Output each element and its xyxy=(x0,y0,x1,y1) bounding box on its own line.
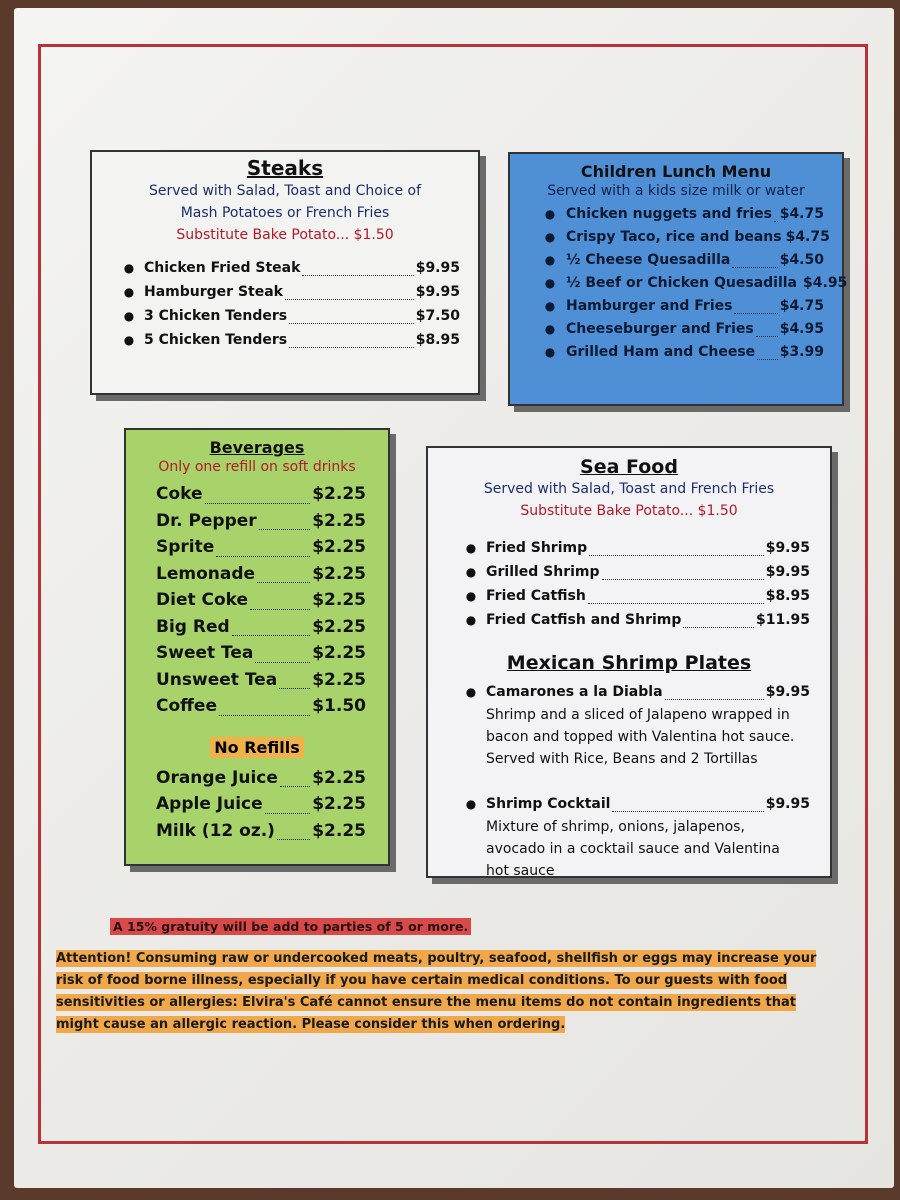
item-price: $2.25 xyxy=(312,669,366,690)
item-price: $2.25 xyxy=(312,563,366,584)
item-price: $4.95 xyxy=(803,275,848,291)
bullet-icon: ● xyxy=(544,322,556,336)
menu-item xyxy=(456,584,810,608)
menu-item xyxy=(156,534,366,561)
item-name: Lemonade xyxy=(156,563,256,584)
item-name: Fried Catfish and Shrimp xyxy=(486,612,682,628)
plate-description: Mixture of shrimp, onions, jalapenos, avocado in a cocktail sauce and Valentina hot sauce xyxy=(486,819,780,879)
menu-item xyxy=(156,765,366,792)
menu-item xyxy=(534,295,824,318)
item-price: $2.25 xyxy=(312,616,366,637)
bullet-icon: ● xyxy=(544,253,556,267)
menu-item xyxy=(156,693,366,720)
menu-item xyxy=(456,608,810,632)
item-price: $2.25 xyxy=(312,510,366,531)
menu-item xyxy=(534,203,824,226)
item-name: Camarones a la Diabla xyxy=(486,684,663,700)
menu-item xyxy=(156,587,366,614)
bullet-icon: ● xyxy=(544,345,556,359)
seafood-section xyxy=(426,446,832,878)
item-price: $4.95 xyxy=(779,321,824,337)
menu-item xyxy=(534,318,824,341)
item-name: Coke xyxy=(156,484,203,504)
item-price: $8.95 xyxy=(415,332,460,348)
bullet-icon: ● xyxy=(123,285,135,299)
seafood-substitute: Substitute Bake Potato... $1.50 xyxy=(520,503,738,519)
item-price: $11.95 xyxy=(755,612,810,628)
menu-item xyxy=(156,818,366,845)
item-name: Sprite xyxy=(156,537,215,557)
menu-item xyxy=(534,226,830,249)
bullet-icon: ● xyxy=(123,333,135,347)
bullet-icon: ● xyxy=(465,685,477,699)
bullet-icon: ● xyxy=(544,299,556,313)
item-name: 5 Chicken Tenders xyxy=(144,332,288,348)
item-name: Unsweet Tea xyxy=(156,669,278,690)
item-price: $4.75 xyxy=(785,229,830,245)
item-name: 3 Chicken Tenders xyxy=(144,308,288,324)
item-price: $2.25 xyxy=(312,794,366,814)
beverages-title: Beverages xyxy=(209,438,305,457)
bullet-icon: ● xyxy=(544,230,556,244)
bullet-icon: ● xyxy=(123,309,135,323)
menu-item xyxy=(156,508,366,535)
item-name: Big Red xyxy=(156,616,230,637)
bullet-icon: ● xyxy=(544,276,556,290)
item-name: Grilled Shrimp xyxy=(486,564,600,580)
item-price: $4.50 xyxy=(779,252,824,268)
beverages-list xyxy=(156,481,366,720)
item-price: $2.25 xyxy=(312,484,366,504)
plate-item xyxy=(456,680,810,770)
menu-item xyxy=(156,640,366,667)
steaks-served-line2: Mash Potatoes or French Fries xyxy=(180,205,390,221)
bullet-icon: ● xyxy=(465,541,477,555)
item-price: $2.25 xyxy=(312,590,366,610)
item-name: Grilled Ham and Cheese xyxy=(566,344,756,360)
item-price: $9.95 xyxy=(415,284,460,300)
menu-item xyxy=(114,280,460,304)
gratuity-notice: A 15% gratuity will be add to parties of 5 or more. xyxy=(110,918,471,935)
menu-item xyxy=(156,614,366,641)
menu-item xyxy=(534,341,824,364)
item-name: Fried Shrimp xyxy=(486,540,588,556)
menu-item xyxy=(456,560,810,584)
item-name: Cheeseburger and Fries xyxy=(566,321,754,337)
bullet-icon: ● xyxy=(123,261,135,275)
item-name: Apple Juice xyxy=(156,794,263,814)
allergy-warning-text: Attention! Consuming raw or undercooked meats, poultry, seafood, shellfish or eggs may increase your risk of food borne illness, especially if you have certain medical conditions. To our guests with food sensitivities or allergies: Elvira's Café cannot ensure the menu items do not contain ingredients that might cause an allergic reaction. Please consider this when ordering. xyxy=(56,951,817,1032)
item-name: Hamburger Steak xyxy=(144,284,283,300)
children-menu-section xyxy=(508,152,848,406)
mexican-shrimp-title: Mexican Shrimp Plates xyxy=(506,652,752,674)
item-price: $2.25 xyxy=(312,767,366,788)
plate-item xyxy=(456,792,810,882)
no-refills-heading xyxy=(126,738,388,757)
item-price: $9.95 xyxy=(765,564,810,580)
item-price: $2.25 xyxy=(312,643,366,663)
seafood-title: Sea Food xyxy=(580,456,678,478)
steaks-title: Steaks xyxy=(246,156,324,180)
item-name: Coffee xyxy=(156,696,217,716)
item-name: ½ Beef or Chicken Quesadilla xyxy=(566,275,798,291)
menu-item xyxy=(156,481,366,508)
beverages-refill-note: Only one refill on soft drinks xyxy=(158,459,356,475)
menu-item xyxy=(114,304,460,328)
item-price: $2.25 xyxy=(312,820,366,841)
no-refill-list xyxy=(156,765,366,845)
item-price: $9.95 xyxy=(765,540,810,556)
item-price: $4.75 xyxy=(779,298,824,314)
item-name: Dr. Pepper xyxy=(156,510,257,531)
item-price: $7.50 xyxy=(415,308,460,324)
menu-item xyxy=(156,791,366,818)
item-name: ½ Cheese Quesadilla xyxy=(566,252,731,268)
item-price: $9.95 xyxy=(765,796,810,812)
menu-item xyxy=(534,272,848,295)
bullet-icon: ● xyxy=(465,797,477,811)
allergy-warning xyxy=(56,948,828,1036)
beverages-section xyxy=(124,428,390,866)
item-name: Chicken nuggets and fries xyxy=(566,206,772,222)
seafood-served-line: Served with Salad, Toast and French Fries xyxy=(483,481,775,497)
bullet-icon: ● xyxy=(465,589,477,603)
no-refills-title: No Refills xyxy=(210,737,303,758)
item-price: $9.95 xyxy=(765,684,810,700)
item-name: Milk (12 oz.) xyxy=(156,820,275,841)
item-name: Sweet Tea xyxy=(156,643,254,663)
item-price: $3.99 xyxy=(779,344,824,360)
item-name: Orange Juice xyxy=(156,767,278,788)
children-menu-subtitle: Served with a kids size milk or water xyxy=(547,183,805,199)
steaks-section xyxy=(90,150,480,395)
item-price: $8.95 xyxy=(765,588,810,604)
menu-item xyxy=(534,249,824,272)
item-price: $1.50 xyxy=(312,696,366,716)
menu-item xyxy=(114,328,460,352)
bullet-icon: ● xyxy=(465,565,477,579)
children-menu-list xyxy=(534,203,848,364)
bullet-icon: ● xyxy=(465,613,477,627)
item-price: $4.75 xyxy=(779,206,824,222)
menu-item xyxy=(156,667,366,694)
item-price: $9.95 xyxy=(415,260,460,276)
menu-item xyxy=(456,536,810,560)
item-name: Diet Coke xyxy=(156,590,249,610)
item-name: Hamburger and Fries xyxy=(566,298,733,314)
menu-item xyxy=(156,561,366,588)
item-price: $2.25 xyxy=(312,537,366,557)
steaks-served-line1: Served with Salad, Toast and Choice of xyxy=(148,183,422,199)
seafood-list xyxy=(456,536,810,632)
menu-item xyxy=(114,256,460,280)
item-name: Crispy Taco, rice and beans xyxy=(566,229,782,245)
bullet-icon: ● xyxy=(544,207,556,221)
item-name: Fried Catfish xyxy=(486,588,586,604)
children-menu-title: Children Lunch Menu xyxy=(580,162,772,181)
item-name: Shrimp Cocktail xyxy=(486,796,611,812)
item-name: Chicken Fried Steak xyxy=(144,260,301,276)
steaks-substitute: Substitute Bake Potato... $1.50 xyxy=(176,227,394,243)
steaks-list xyxy=(114,256,460,352)
plate-description: Shrimp and a sliced of Jalapeno wrapped in bacon and topped with Valentina hot sauce. Served with Rice, Beans and 2 Tortillas xyxy=(486,707,795,767)
